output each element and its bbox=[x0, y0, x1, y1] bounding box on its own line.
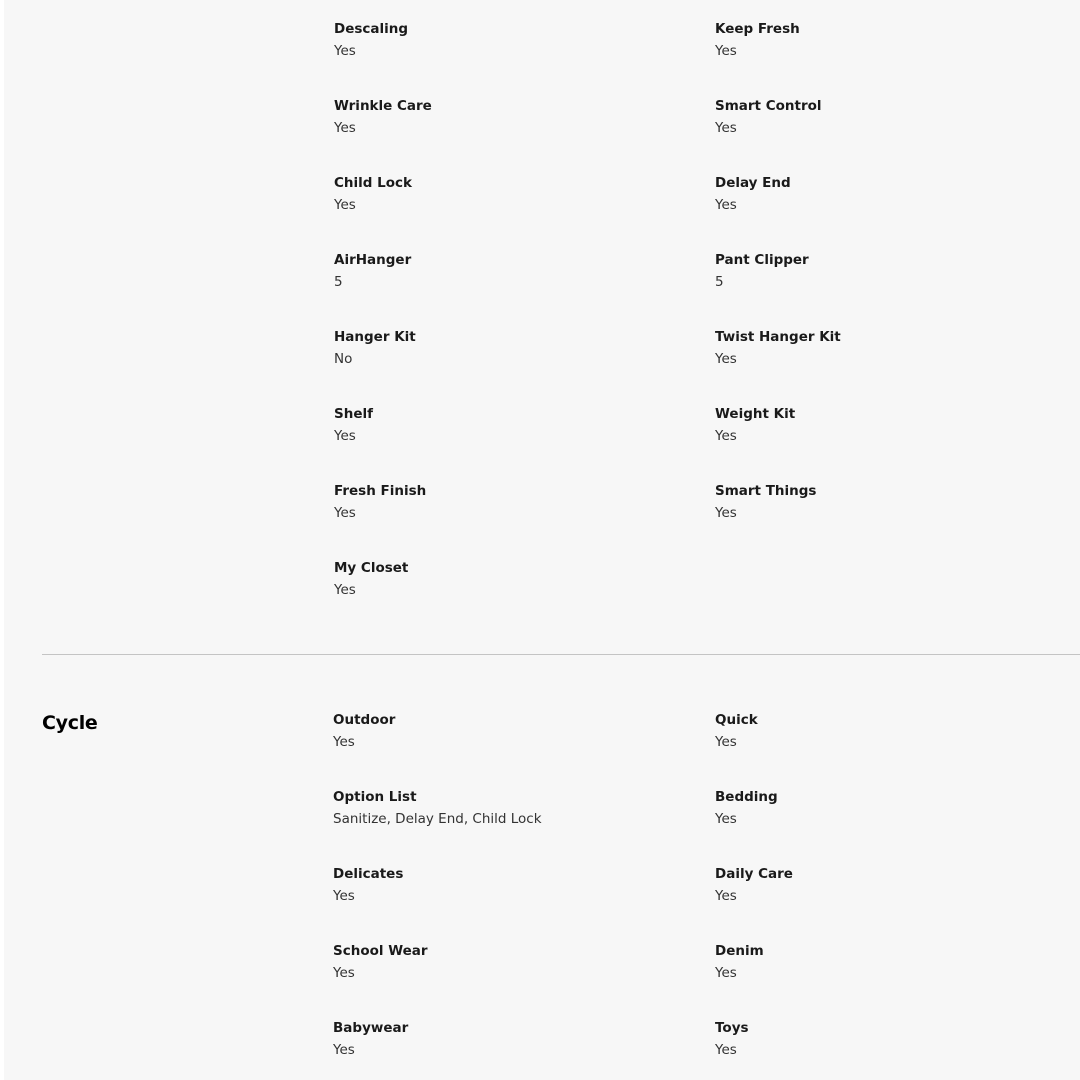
spec-value: No bbox=[334, 351, 353, 367]
spec-item-denim bbox=[715, 943, 1075, 981]
spec-value: Yes bbox=[333, 888, 355, 904]
spec-item-twist-hanger-kit bbox=[715, 329, 1075, 367]
spec-item-outdoor bbox=[333, 712, 693, 750]
spec-item-wrinkle-care bbox=[334, 98, 694, 136]
spec-label: Twist Hanger Kit bbox=[715, 329, 841, 345]
spec-item-weight-kit bbox=[715, 406, 1075, 444]
spec-item-bedding bbox=[715, 789, 1075, 827]
spec-label: Delicates bbox=[333, 866, 404, 882]
spec-label: Delay End bbox=[715, 175, 791, 191]
spec-label: Bedding bbox=[715, 789, 778, 805]
spec-item-keep-fresh bbox=[715, 21, 1075, 59]
spec-value: Yes bbox=[334, 582, 356, 598]
spec-item-child-lock bbox=[334, 175, 694, 213]
spec-value: Yes bbox=[715, 120, 737, 136]
spec-item-my-closet bbox=[334, 560, 694, 598]
spec-item-hanger-kit bbox=[334, 329, 694, 367]
spec-value: Yes bbox=[715, 351, 737, 367]
spec-label: AirHanger bbox=[334, 252, 412, 268]
section-title-cycle: Cycle bbox=[42, 712, 98, 734]
spec-label: Weight Kit bbox=[715, 406, 796, 422]
spec-label: Daily Care bbox=[715, 866, 793, 882]
section-divider bbox=[42, 654, 1080, 655]
spec-label: Smart Control bbox=[715, 98, 822, 114]
spec-label: Pant Clipper bbox=[715, 252, 809, 268]
spec-value: Yes bbox=[333, 965, 355, 981]
spec-label: Toys bbox=[715, 1020, 749, 1036]
spec-value: Yes bbox=[334, 505, 356, 521]
spec-label: Wrinkle Care bbox=[334, 98, 432, 114]
spec-label: Child Lock bbox=[334, 175, 412, 191]
spec-label: Shelf bbox=[334, 406, 373, 422]
spec-value: Yes bbox=[715, 505, 737, 521]
spec-item-shelf bbox=[334, 406, 694, 444]
spec-item-smart-things bbox=[715, 483, 1075, 521]
spec-label: Hanger Kit bbox=[334, 329, 416, 345]
spec-label: Quick bbox=[715, 712, 758, 728]
spec-item-descaling bbox=[334, 21, 694, 59]
spec-value: Yes bbox=[715, 965, 737, 981]
spec-item-school-wear bbox=[333, 943, 693, 981]
spec-label: Descaling bbox=[334, 21, 409, 37]
spec-value: Yes bbox=[715, 734, 737, 750]
spec-value: Sanitize, Delay End, Child Lock bbox=[333, 811, 542, 827]
spec-label: School Wear bbox=[333, 943, 428, 959]
spec-label: Outdoor bbox=[333, 712, 396, 728]
spec-item-babywear bbox=[333, 1020, 693, 1058]
spec-item-delay-end bbox=[715, 175, 1075, 213]
spec-item-option-list bbox=[333, 789, 693, 827]
spec-value: Yes bbox=[715, 197, 737, 213]
spec-value: Yes bbox=[334, 197, 356, 213]
spec-value: Yes bbox=[334, 120, 356, 136]
spec-value: Yes bbox=[333, 734, 355, 750]
spec-item-toys bbox=[715, 1020, 1075, 1058]
spec-value: Yes bbox=[715, 43, 737, 59]
spec-label: Babywear bbox=[333, 1020, 409, 1036]
spec-value: Yes bbox=[715, 428, 737, 444]
spec-label: Fresh Finish bbox=[334, 483, 427, 499]
spec-value: Yes bbox=[715, 888, 737, 904]
spec-item-smart-control bbox=[715, 98, 1075, 136]
spec-value: Yes bbox=[715, 811, 737, 827]
spec-value: Yes bbox=[715, 1042, 737, 1058]
spec-item-fresh-finish bbox=[334, 483, 694, 521]
spec-value: Yes bbox=[334, 43, 356, 59]
spec-item-quick bbox=[715, 712, 1075, 750]
spec-page bbox=[4, 0, 1080, 1080]
spec-item-airhanger bbox=[334, 252, 694, 290]
spec-item-delicates bbox=[333, 866, 693, 904]
spec-label: Option List bbox=[333, 789, 417, 805]
spec-value: Yes bbox=[333, 1042, 355, 1058]
spec-value: 5 bbox=[715, 274, 724, 290]
spec-label: My Closet bbox=[334, 560, 409, 576]
spec-label: Denim bbox=[715, 943, 764, 959]
spec-label: Keep Fresh bbox=[715, 21, 800, 37]
spec-value: 5 bbox=[334, 274, 343, 290]
spec-value: Yes bbox=[334, 428, 356, 444]
spec-item-daily-care bbox=[715, 866, 1075, 904]
spec-label: Smart Things bbox=[715, 483, 817, 499]
spec-item-pant-clipper bbox=[715, 252, 1075, 290]
